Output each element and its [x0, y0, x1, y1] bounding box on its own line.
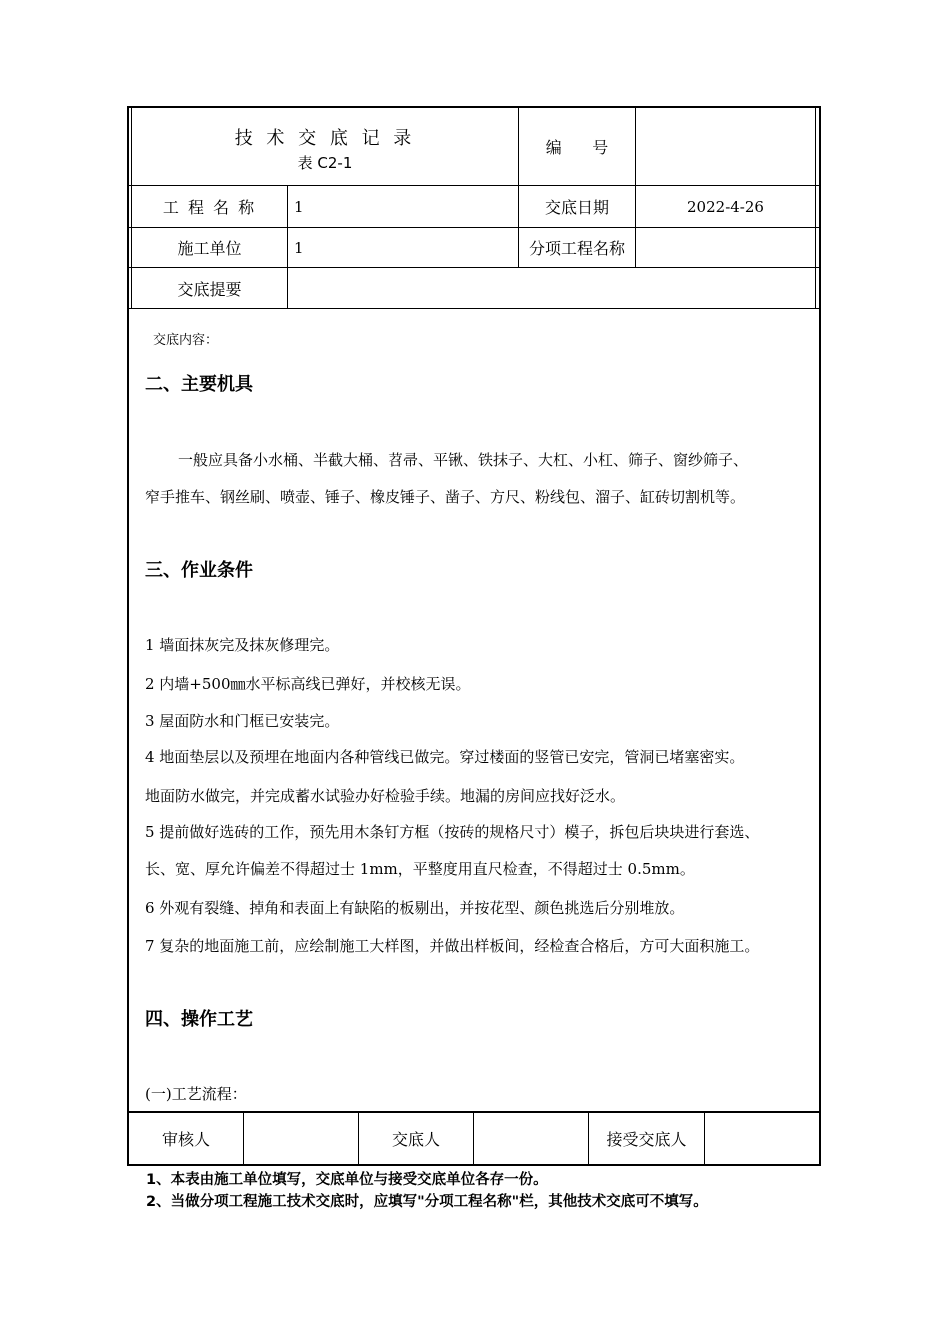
condition-line: 2 内墙+500㎜水平标高线已弹好，并校核无误。 [145, 675, 471, 693]
number-value [636, 108, 815, 185]
condition-line: 地面防水做完，并完成蓄水试验办好检验手续。地漏的房间应找好泛水。 [145, 787, 626, 805]
subproject-value [636, 228, 815, 267]
project-name-label: 工 程 名 称 [162, 198, 257, 217]
condition-line: 5 提前做好选砖的工作，预先用木条钉方框（按砖的规格尺寸）模子，拆包后块块进行套选、 [145, 823, 760, 841]
receiver-value [705, 1113, 819, 1164]
number-label: 编 号 [545, 138, 609, 157]
summary-value [288, 268, 815, 308]
reviewer-label: 审核人 [161, 1130, 210, 1149]
form-code: 表 C2-1 [297, 154, 353, 172]
condition-line: 6 外观有裂缝、掉角和表面上有缺陷的板剔出，并按花型、颜色挑选后分别堆放。 [145, 899, 685, 917]
presenter-value [474, 1113, 588, 1164]
date-label: 交底日期 [544, 198, 609, 217]
project-name-value: 1 [294, 197, 304, 216]
section-4-title: 四、操作工艺 [145, 1009, 253, 1030]
presenter-label: 交底人 [391, 1130, 440, 1149]
section-2-text-line1: 一般应具备小水桶、半截大桶、苕帚、平锹、铁抹子、大杠、小杠、筛子、窗纱筛子、 [178, 451, 749, 469]
reviewer-value [244, 1113, 358, 1164]
condition-line: 1 墙面抹灰完及抹灰修理完。 [145, 636, 340, 654]
summary-label: 交底提要 [177, 279, 242, 299]
date-value: 2022-4-26 [687, 197, 764, 216]
subproject-label: 分项工程名称 [528, 239, 625, 258]
condition-line: 长、宽、厚允许偏差不得超过士 1mm，平整度用直尺检查，不得超过士 0.5mm。 [145, 860, 695, 878]
construction-unit-value: 1 [294, 238, 304, 257]
footnote: 2、当做分项工程施工技术交底时，应填写"分项工程名称"栏，其他技术交底可不填写。 [146, 1194, 708, 1210]
form-title-block [132, 108, 518, 185]
section-2-text-line2: 窄手推车、钢丝刷、喷壶、锤子、橡皮锤子、凿子、方尺、粉线包、溜子、缸砖切割机等。 [145, 488, 746, 506]
condition-line: 4 地面垫层以及预埋在地面内各种管线已做完。穿过楼面的竖管已安完，管洞已堵塞密实。 [145, 748, 745, 766]
section-2-title: 二、主要机具 [145, 374, 253, 395]
content-intro: 交底内容： [153, 333, 219, 348]
receiver-label: 接受交底人 [606, 1130, 687, 1149]
condition-line: 3 屋面防水和门框已安装完。 [145, 712, 340, 730]
footnote: 1、本表由施工单位填写，交底单位与接受交底单位各存一份。 [146, 1172, 548, 1188]
construction-unit-label: 施工单位 [177, 239, 242, 258]
section-3-title: 三、作业条件 [145, 560, 253, 581]
form-title: 技 术 交 底 记 录 [234, 128, 416, 149]
process-flow-label: (一)工艺流程： [145, 1085, 247, 1103]
condition-line: 7 复杂的地面施工前，应绘制施工大样图，并做出样板间，经检查合格后，方可大面积施工。 [145, 937, 760, 955]
